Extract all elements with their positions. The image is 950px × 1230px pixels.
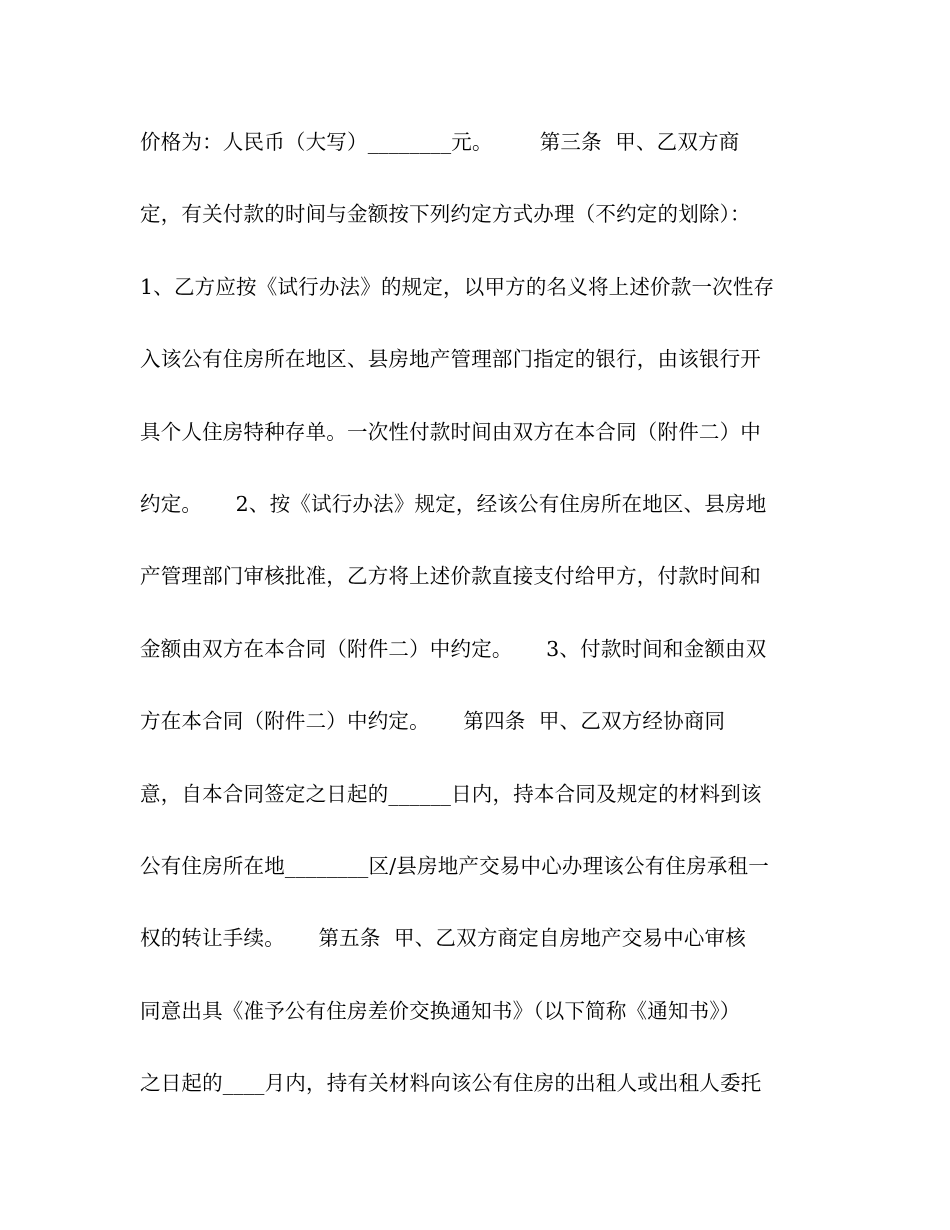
text-line-4: 入该公有住房所在地区、县房地产管理部门指定的银行，由该银行开 [140,347,761,372]
text-line-14: 之日起的____月内，持有关材料向该公有住房的出租人或出租人委托 [140,1071,762,1096]
text-line-7: 产管理部门审核批准，乙方将上述价款直接支付给甲方，付款时间和 [140,564,761,589]
document-body [140,124,830,1137]
text-line-10: 意，自本合同签定之日起的______日内，持本合同及规定的材料到该 [140,781,762,806]
text-line-13: 同意出具《准予公有住房差价交换通知书》（以下简称《通知书》） [140,998,741,1023]
text-line-11: 公有住房所在地________区/县房地产交易中心办理该公有住房承租一 [140,853,769,878]
text-line-9: 方在本合同（附件二）中约定。 第四条 甲、乙双方经协商同 [140,709,726,734]
text-line-12: 权的转让手续。 第五条 甲、乙双方商定自房地产交易中心审核 [140,926,746,951]
text-line-8: 金额由双方在本合同（附件二）中约定。 3、付款时间和金额由双 [140,636,767,661]
text-line-6: 约定。 2、按《试行办法》规定，经该公有住房所在地区、县房地 [140,491,767,516]
text-line-5: 具个人住房特种存单。一次性付款时间由双方在本合同（附件二）中 [140,419,761,444]
text-line-2: 定，有关付款的时间与金额按下列约定方式办理（不约定的划除）： [140,202,751,227]
text-line-1: 价格为：人民币（大写）________元。 第三条 甲、乙双方商 [140,130,740,154]
text-line-3: 1、乙方应按《试行办法》的规定，以甲方的名义将上述价款一次性存 [140,274,775,299]
